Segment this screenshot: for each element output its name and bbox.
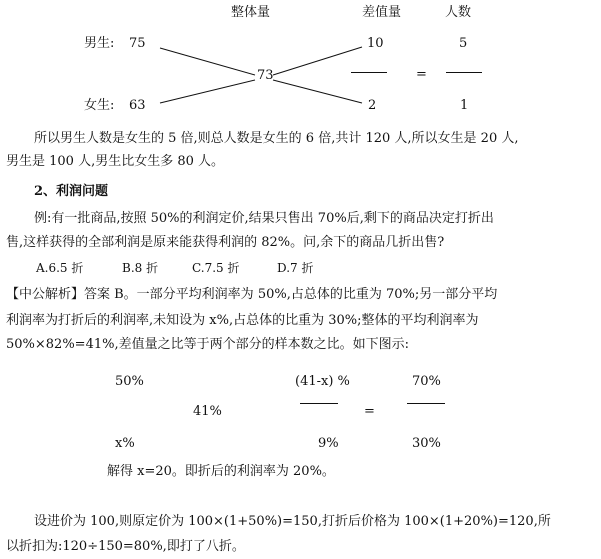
female-label: 女生: — [84, 98, 115, 113]
section2-title: 2、利润问题 — [34, 184, 109, 199]
profit-rate-top-left: 50% — [115, 374, 144, 389]
fraction-line-diff2 — [300, 403, 338, 404]
conclusion-line1: 设进价为 100,则原定价为 100×(1+50%)=150,打折后价格为 100×(1+20%)=120,所 — [34, 514, 551, 529]
analysis-line1: 【中公解析】答案 B。一部分平均利润率为 50%,占总体的比重为 70%;另一部分平均 — [6, 287, 498, 302]
option-c: C.7.5 折 — [192, 261, 240, 275]
option-d: D.7 折 — [277, 261, 314, 275]
paragraph1-line2: 男生是 100 人,男生比女生多 80 人。 — [6, 154, 225, 169]
example-line2: 售,这样获得的全部利润是原来能获得利润的 82%。问,余下的商品几折出售? — [6, 235, 445, 250]
header-difference-amount: 差值量 — [362, 5, 402, 20]
option-b: B.8 折 — [122, 261, 159, 275]
line-female-to-center — [160, 80, 255, 103]
solution-text: 解得 x=20。即折后的利润率为 20%。 — [107, 464, 335, 479]
diff-top-expression: (41-x) % — [295, 374, 350, 389]
female-value: 63 — [129, 98, 146, 113]
analysis-line3: 50%×82%=41%,差值量之比等于两个部分的样本数之比。如下图示: — [6, 337, 409, 352]
diff-bottom-expression: 9% — [318, 436, 339, 451]
header-people-count: 人数 — [445, 5, 472, 20]
diff-bottom-value: 2 — [368, 98, 377, 113]
diff-top-value: 10 — [367, 36, 384, 51]
example-line1: 例:有一批商品,按照 50%的利润定价,结果只售出 70%后,剩下的商品决定打折出 — [34, 211, 494, 226]
ratio-top: 70% — [412, 374, 441, 389]
profit-rate-middle: 41% — [193, 404, 222, 419]
people-bottom-value: 1 — [460, 98, 469, 113]
conclusion-line2: 以折扣为:120÷150=80%,即打了八折。 — [6, 539, 245, 554]
fraction-line-ratio — [407, 403, 445, 404]
line-center-to-diff-bottom — [273, 80, 362, 103]
equals-sign-2: = — [364, 404, 375, 419]
option-a: A.6.5 折 — [36, 261, 84, 275]
line-male-to-center — [160, 48, 255, 75]
line-center-to-diff-top — [273, 47, 362, 75]
profit-rate-bottom-left: x% — [115, 436, 135, 451]
center-value: 73 — [257, 68, 274, 83]
male-label: 男生: — [84, 36, 115, 51]
male-value: 75 — [129, 36, 146, 51]
header-total-amount: 整体量 — [231, 5, 271, 20]
people-top-value: 5 — [459, 36, 468, 51]
equals-sign-1: = — [416, 67, 427, 82]
ratio-bottom: 30% — [412, 436, 441, 451]
paragraph1-line1: 所以男生人数是女生的 5 倍,则总人数是女生的 6 倍,共计 120 人,所以女生是 20 人, — [34, 131, 519, 146]
analysis-line2: 利润率为打折后的利润率,未知设为 x%,占总体的比重为 30%;整体的平均利润率为 — [6, 313, 479, 328]
